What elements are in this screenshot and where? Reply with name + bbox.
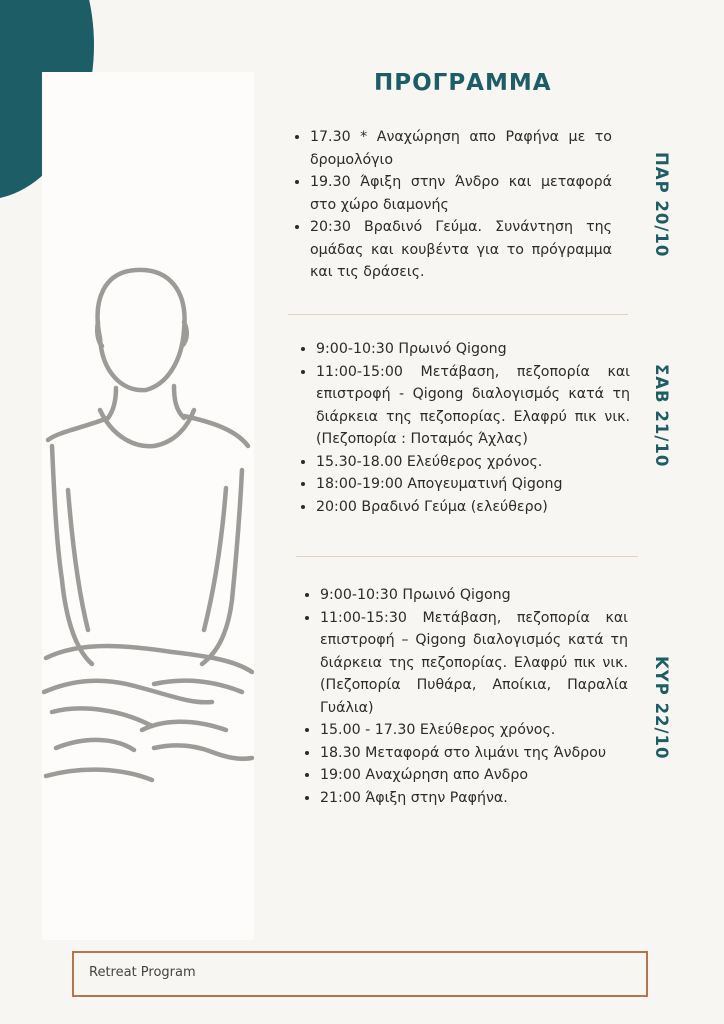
schedule-list-saturday — [294, 338, 630, 518]
day-block-sunday — [298, 584, 628, 809]
schedule-item: • 19:00 Αναχώρηση απο Ανδρο — [320, 764, 628, 787]
schedule-list-friday — [288, 126, 612, 284]
schedule-item: • 11:00-15:00 Μετάβαση, πεζοπορία και επιστροφή - Qigong διαλογισμός κατά τη διάρκεια της πεζοπορίας. Ελαφρύ πικ νικ. (Πεζοπορία : Ποταμός Άχλας) — [316, 361, 630, 451]
schedule-item: • 21:00 Άφιξη στην Ραφήνα. — [320, 787, 628, 810]
schedule-item: • 9:00-10:30 Πρωινό Qigong — [320, 584, 628, 607]
section-divider — [296, 556, 638, 557]
page-title: ΠΡΟΓΡΑΜΜΑ — [374, 70, 552, 96]
schedule-item: • 17.30 * Αναχώρηση απο Ραφήνα με το δρομολόγιο — [310, 126, 612, 171]
footer-text: Retreat Program — [89, 965, 196, 980]
schedule-item: • 15.00 - 17.30 Ελεύθερος χρόνος. — [320, 719, 628, 742]
day-block-friday — [288, 126, 612, 284]
schedule-item: • 18.30 Μεταφορά στο λιμάνι της Άνδρου — [320, 742, 628, 765]
schedule-item: • 20:00 Βραδινό Γεύμα (ελεύθερο) — [316, 496, 630, 519]
schedule-item: • 18:00-19:00 Απογευματινή Qigong — [316, 473, 630, 496]
footer-box — [72, 951, 648, 997]
day-block-saturday — [294, 338, 630, 518]
meditating-figure-illustration — [42, 260, 254, 800]
schedule-item: • 15.30-18.00 Ελεύθερος χρόνος. — [316, 451, 630, 474]
schedule-item: • 19.30 Άφιξη στην Άνδρο και μεταφορά στο χώρο διαμονής — [310, 171, 612, 216]
schedule-item: • 20:30 Βραδινό Γεύμα. Συνάντηση της ομάδας και κουβέντα για το πρόγραμμα και τις δράσεις. — [310, 216, 612, 284]
day-label-saturday: ΣΑΒ 21/10 — [652, 364, 671, 468]
schedule-item: • 9:00-10:30 Πρωινό Qigong — [316, 338, 630, 361]
schedule-item: • 11:00-15:30 Μετάβαση, πεζοπορία και επιστροφή – Qigong διαλογισμός κατά τη διάρκεια της πεζοπορίας. Ελαφρύ πικ νικ. (Πεζοπορία Πυθάρα, Αποίκια, Παραλία Γυάλια) — [320, 607, 628, 720]
schedule-list-sunday — [298, 584, 628, 809]
section-divider — [288, 314, 628, 315]
day-label-sunday: ΚΥΡ 22/10 — [652, 656, 671, 760]
day-label-friday: ΠΑΡ 20/10 — [652, 152, 671, 258]
